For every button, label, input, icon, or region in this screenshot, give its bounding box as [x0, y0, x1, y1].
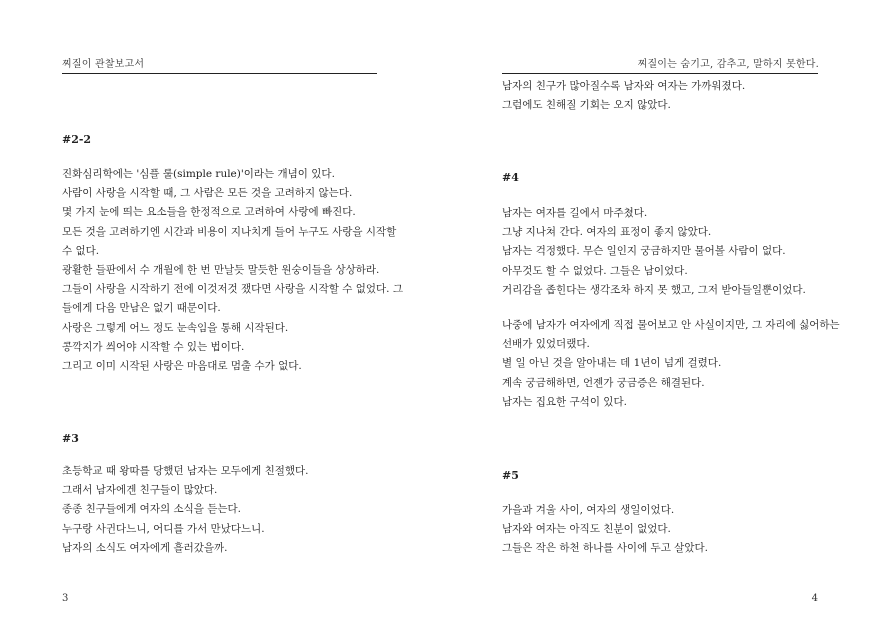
body-line: 나중에 남자가 여자에게 직접 물어보고 안 사실이지만, 그 자리에 싫어하는 [502, 319, 840, 331]
left-header-rule [62, 73, 377, 74]
body-line: 그럼에도 친해질 기회는 오지 않았다. [502, 99, 671, 112]
body-line: 사랑은 그렇게 어느 정도 눈속임을 통해 시작된다. [62, 321, 289, 334]
body-line: 그들은 작은 하천 하나를 사이에 두고 살았다. [502, 542, 708, 555]
section-4-body-continued [502, 316, 840, 412]
body-line: 누구랑 사귄다느니, 어디를 가서 만났다느니. [62, 522, 265, 535]
body-line: 사람이 사랑을 시작할 때, 그 사람은 모든 것을 고려하지 않는다. [62, 187, 353, 200]
body-line: 남자는 여자를 길에서 마주쳤다. [502, 207, 648, 219]
section-4-body [502, 204, 806, 300]
left-page [0, 0, 436, 636]
section-title-5: #5 [502, 469, 519, 482]
body-line: 몇 가지 눈에 띄는 요소들을 한정적으로 고려하여 사랑에 빠진다. [62, 206, 356, 219]
body-line: 진화심리학에는 '심플 룰(simple rule)'이라는 개념이 있다. [62, 168, 335, 180]
body-line: 그래서 남자에겐 친구들이 많았다. [62, 484, 218, 497]
body-line: 광활한 들판에서 수 개월에 한 번 만날듯 말듯한 원숭이들을 상상하라. [62, 264, 380, 277]
body-line: 선배가 있었더랬다. [502, 338, 590, 351]
body-line: 그냥 지나쳐 간다. 여자의 표정이 좋지 않았다. [502, 226, 712, 239]
section-title-2-2: #2-2 [62, 133, 92, 146]
carry-over-body [502, 77, 745, 115]
body-line: 남자는 걱정했다. 무슨 일인지 궁금하지만 물어볼 사람이 없다. [502, 245, 786, 258]
body-line: 그들이 사랑을 시작하기 전에 이것저것 쟀다면 사랑을 시작할 수 없었다. 그 [62, 283, 404, 296]
body-line: 들에게 다음 만남은 없기 때문이다. [62, 302, 221, 315]
body-line: 남자와 여자는 아직도 친분이 없었다. [502, 523, 671, 536]
section-3-body [62, 462, 309, 558]
left-running-head: 찌질이 관찰보고서 [62, 59, 145, 70]
body-line: 종종 친구들에게 여자의 소식을 듣는다. [62, 503, 241, 516]
body-line: 아무것도 할 수 없었다. 그들은 남이었다. [502, 264, 688, 277]
body-line: 별 일 아닌 것을 알아내는 데 1년이 넘게 걸렸다. [502, 357, 722, 370]
body-line: 콩깍지가 씌어야 시작할 수 있는 법이다. [62, 340, 245, 353]
section-5-body [502, 501, 708, 559]
body-line: 모든 것을 고려하기엔 시간과 비용이 지나치게 들어 누구도 사랑을 시작할 [62, 225, 397, 238]
section-title-4: #4 [502, 171, 519, 184]
left-page-number: 3 [62, 593, 69, 604]
right-running-head: 찌질이는 숨기고, 감추고, 말하지 못한다. [637, 59, 819, 70]
body-line: 남자의 친구가 많아질수록 남자와 여자는 가까워졌다. [502, 80, 746, 92]
body-line: 계속 궁금해하면, 언젠가 궁금증은 해결된다. [502, 376, 705, 389]
right-page [436, 0, 873, 636]
body-line: 가을과 겨울 사이, 여자의 생일이었다. [502, 504, 675, 516]
body-line: 남자는 집요한 구석이 있다. [502, 395, 627, 408]
right-page-number: 4 [811, 593, 818, 604]
section-title-3: #3 [62, 432, 79, 445]
body-line: 초등학교 때 왕따를 당했던 남자는 모두에게 친절했다. [62, 465, 309, 477]
body-line: 수 없다. [62, 244, 100, 257]
body-line: 거리감을 좁힌다는 생각조차 하지 못 했고, 그저 받아들일뿐이었다. [502, 283, 806, 296]
section-2-2-body [62, 165, 403, 376]
body-line: 그리고 이미 시작된 사랑은 마음대로 멈출 수가 없다. [62, 360, 302, 373]
right-header-rule [502, 73, 818, 74]
body-line: 남자의 소식도 여자에게 흘러갔을까. [62, 541, 228, 554]
